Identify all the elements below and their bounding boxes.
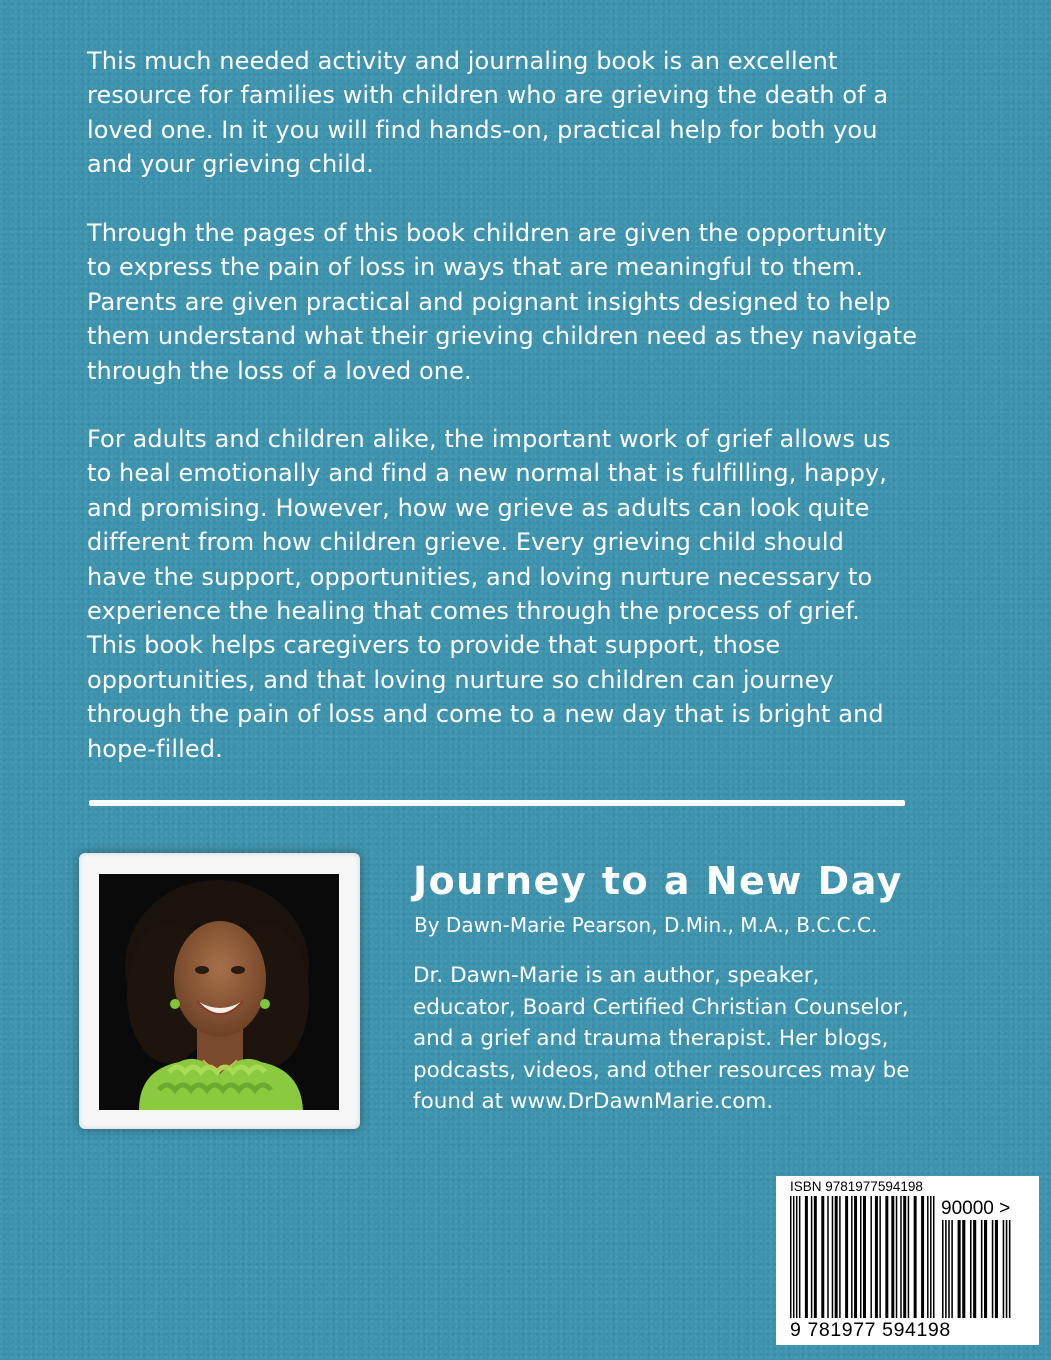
barcode-bar: [839, 1196, 840, 1318]
barcode-bar: [790, 1196, 791, 1318]
barcode-bar: [891, 1196, 894, 1318]
barcode-bar: [930, 1196, 931, 1318]
barcode-bar: [811, 1196, 812, 1318]
barcode-bar: [799, 1196, 800, 1318]
author-portrait-illustration: [99, 874, 339, 1110]
barcode-bar: [896, 1196, 897, 1318]
barcode-bar: [1003, 1220, 1005, 1318]
barcode-bar: [908, 1196, 909, 1318]
barcode-bar: [854, 1196, 857, 1318]
barcode-bar: [900, 1196, 901, 1318]
barcode-bar: [793, 1196, 794, 1318]
author-photo: [99, 874, 339, 1110]
text-line: and promising. However, how we grieve as adults can look quite: [87, 493, 870, 522]
isbn-barcode: [776, 1176, 1039, 1345]
isbn-label: ISBN 9781977594198: [790, 1179, 923, 1194]
barcode-bar: [973, 1220, 976, 1318]
text-line: and your grieving child.: [87, 150, 374, 179]
book-title: Journey to a New Day: [413, 859, 903, 903]
barcode-bar: [942, 1220, 944, 1318]
barcode-bar: [875, 1196, 878, 1318]
barcode-bar: [845, 1196, 848, 1318]
barcode-bar: [863, 1196, 866, 1318]
description-paragraph-2: [87, 216, 927, 388]
barcode-bar: [879, 1196, 880, 1318]
barcode-bar: [927, 1196, 928, 1318]
text-line: different from how children grieve. Every grieving child should: [87, 528, 844, 557]
barcode-bar: [827, 1196, 828, 1318]
text-line: This much needed activity and journaling book is an excellent: [87, 47, 838, 75]
description-paragraph-1: [87, 44, 927, 182]
text-line: experience the healing that comes through the process of grief.: [87, 597, 861, 626]
barcode-bar: [933, 1196, 934, 1318]
barcode-bar: [914, 1196, 917, 1318]
barcode-bar: [860, 1196, 861, 1318]
bio-line: Dr. Dawn-Marie is an author, speaker,: [413, 963, 820, 988]
text-line: For adults and children alike, the important work of grief allows us: [87, 425, 891, 453]
text-line: through the pain of loss and come to a new day that is bright and: [87, 700, 884, 729]
text-line: opportunities, and that loving nurture so children can journey: [87, 665, 834, 694]
barcode-bar: [992, 1220, 994, 1318]
barcode-bar: [921, 1196, 924, 1318]
description-paragraph-3: [87, 422, 927, 766]
bio-line: found at www.DrDawnMarie.com.: [413, 1089, 774, 1114]
barcode-bar: [981, 1220, 983, 1318]
barcode-bar: [805, 1196, 808, 1318]
author-byline: By Dawn-Marie Pearson, D.Min., M.A., B.C.C.C.: [414, 913, 878, 937]
barcode-bar: [903, 1196, 906, 1318]
author-photo-frame: [79, 853, 360, 1129]
barcode-bar: [1006, 1220, 1008, 1318]
barcode-bar: [962, 1220, 965, 1318]
text-line: Parents are given practical and poignant insights designed to help: [87, 287, 891, 316]
barcode-bar: [870, 1196, 871, 1318]
text-line: them understand what their grieving children need as they navigate: [87, 322, 918, 351]
barcode-bar: [951, 1220, 953, 1318]
text-line: hope-filled.: [87, 734, 223, 763]
barcode-bar: [832, 1196, 833, 1318]
bio-line: and a grief and trauma therapist. Her blogs,: [413, 1026, 889, 1051]
text-line: loved one. In it you will find hands-on, practical help for both you: [87, 115, 878, 144]
section-divider: [89, 800, 905, 806]
barcode-bars: [790, 1196, 936, 1318]
barcode-bar: [995, 1220, 998, 1318]
text-line: This book helps caregivers to provide that support, those: [87, 631, 781, 660]
barcode-bar: [796, 1196, 797, 1318]
addon-barcode-bars: [942, 1220, 1012, 1318]
ean-digits: 9 781977 594198: [790, 1319, 951, 1341]
barcode-bar: [958, 1220, 961, 1318]
barcode-bar: [1009, 1220, 1011, 1318]
barcode-bar: [984, 1220, 987, 1318]
barcode-bar: [885, 1196, 888, 1318]
text-line: resource for families with children who are grieving the death of a: [87, 81, 889, 110]
price-code: 90000 >: [941, 1198, 1011, 1219]
barcode-bar: [851, 1196, 852, 1318]
text-line: through the loss of a loved one.: [87, 356, 472, 385]
bio-line: educator, Board Certified Christian Counselor,: [413, 994, 909, 1020]
barcode-bar: [821, 1196, 824, 1318]
barcode-bar: [814, 1196, 817, 1318]
barcode-bar: [948, 1220, 950, 1318]
text-line: to express the pain of loss in ways that are meaningful to them.: [87, 253, 864, 282]
bio-line: podcasts, videos, and other resources may be: [413, 1057, 910, 1083]
author-bio: [413, 960, 910, 1118]
barcode-bar: [835, 1196, 838, 1318]
barcode-bar: [945, 1220, 947, 1318]
text-line: Through the pages of this book children are given the opportunity: [87, 219, 887, 247]
barcode-bar: [970, 1220, 972, 1318]
text-line: have the support, opportunities, and loving nurture necessary to: [87, 562, 873, 591]
text-line: to heal emotionally and find a new normal that is fulfilling, happy,: [87, 459, 887, 488]
